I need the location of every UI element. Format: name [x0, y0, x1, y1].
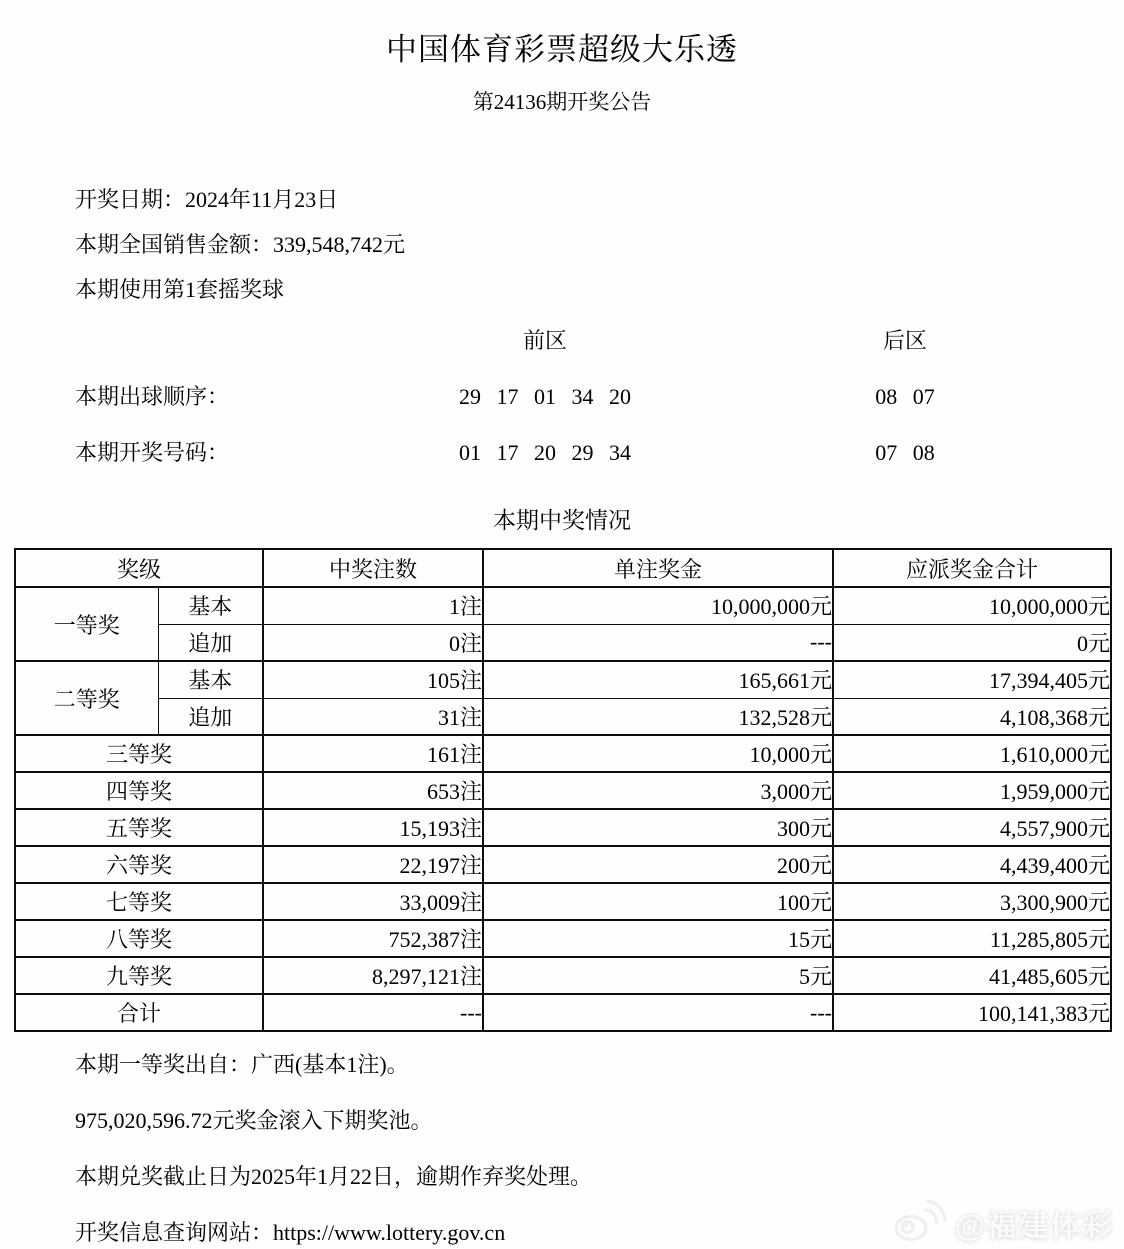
- cell-level: 六等奖: [15, 846, 263, 883]
- cell-total: 1,610,000元: [833, 735, 1111, 772]
- footer-notes: [75, 1053, 1124, 1245]
- draw-date-label: 开奖日期：: [75, 187, 186, 212]
- cell-count: 22,197注: [263, 846, 483, 883]
- cell-total: 0元: [833, 624, 1111, 661]
- winning-numbers-section: [0, 329, 1124, 465]
- cell-count: 105注: [263, 661, 483, 698]
- cell-count: ---: [263, 994, 483, 1031]
- cell-count: 1注: [263, 587, 483, 624]
- cell-level: 一等奖: [15, 587, 158, 661]
- table-row: [15, 846, 1111, 883]
- ball-set-line: 本期使用第1套摇奖球: [75, 277, 285, 302]
- cell-count: 15,193注: [263, 809, 483, 846]
- table-header-row: [15, 549, 1111, 587]
- winning-numbers-label: 本期开奖号码：: [75, 440, 230, 465]
- cell-prize: ---: [483, 994, 833, 1031]
- cell-prize: 5元: [483, 957, 833, 994]
- page-title: 中国体育彩票超级大乐透: [386, 32, 738, 67]
- cell-total: 4,439,400元: [833, 846, 1111, 883]
- lottery-website-note: 开奖信息查询网站：https://www.lottery.gov.cn: [75, 1220, 506, 1245]
- cell-level: 九等奖: [15, 957, 263, 994]
- cell-prize: 10,000元: [483, 735, 833, 772]
- table-row-total: [15, 994, 1111, 1031]
- cell-prize: 3,000元: [483, 772, 833, 809]
- winning-back-numbers: 07 08: [875, 440, 935, 465]
- draw-order-back-numbers: 08 07: [875, 384, 935, 409]
- table-row: [15, 698, 1111, 735]
- header-prize-per-bet: 单注奖金: [483, 549, 833, 587]
- cell-count: 0注: [263, 624, 483, 661]
- table-row: [15, 920, 1111, 957]
- cell-prize: 200元: [483, 846, 833, 883]
- draw-info-block: [75, 188, 1124, 302]
- cell-prize: 100元: [483, 883, 833, 920]
- cell-sub: 追加: [158, 698, 263, 735]
- cell-total: 4,108,368元: [833, 698, 1111, 735]
- cell-level: 合计: [15, 994, 263, 1031]
- cell-sub: 追加: [158, 624, 263, 661]
- sales-value: 339,548,742元: [273, 232, 406, 257]
- table-row: [15, 661, 1111, 698]
- cell-level: 三等奖: [15, 735, 263, 772]
- cell-count: 31注: [263, 698, 483, 735]
- page-subtitle: 第24136期开奖公告: [472, 90, 652, 114]
- header-winning-bets: 中奖注数: [263, 549, 483, 587]
- cell-sub: 基本: [158, 661, 263, 698]
- back-zone-header: 后区: [882, 328, 927, 353]
- cell-level: 二等奖: [15, 661, 158, 735]
- prize-table-title: 本期中奖情况: [493, 508, 631, 533]
- draw-date-value: 2024年11月23日: [185, 187, 339, 212]
- sales-line: [75, 233, 1124, 257]
- cell-level: 八等奖: [15, 920, 263, 957]
- cell-prize: 132,528元: [483, 698, 833, 735]
- cell-count: 752,387注: [263, 920, 483, 957]
- cell-prize: ---: [483, 624, 833, 661]
- cell-total: 41,485,605元: [833, 957, 1111, 994]
- claim-deadline-note: 本期兑奖截止日为2025年1月22日，逾期作弃奖处理。: [75, 1164, 593, 1189]
- cell-level: 七等奖: [15, 883, 263, 920]
- draw-order-label: 本期出球顺序：: [75, 384, 230, 409]
- header-prize-level: 奖级: [15, 549, 263, 587]
- cell-level: 四等奖: [15, 772, 263, 809]
- cell-total: 1,959,000元: [833, 772, 1111, 809]
- draw-date-line: [75, 188, 1124, 212]
- cell-total: 3,300,900元: [833, 883, 1111, 920]
- cell-total: 100,141,383元: [833, 994, 1111, 1031]
- prize-table: [14, 548, 1112, 1032]
- cell-count: 161注: [263, 735, 483, 772]
- winning-front-numbers: 01 17 20 29 34: [459, 440, 631, 465]
- table-row: [15, 957, 1111, 994]
- cell-total: 17,394,405元: [833, 661, 1111, 698]
- table-row: [15, 735, 1111, 772]
- cell-prize: 10,000,000元: [483, 587, 833, 624]
- table-row: [15, 809, 1111, 846]
- cell-prize: 300元: [483, 809, 833, 846]
- table-row: [15, 587, 1111, 624]
- cell-count: 653注: [263, 772, 483, 809]
- table-row: [15, 624, 1111, 661]
- cell-prize: 15元: [483, 920, 833, 957]
- cell-total: 11,285,805元: [833, 920, 1111, 957]
- cell-level: 五等奖: [15, 809, 263, 846]
- table-row: [15, 883, 1111, 920]
- cell-total: 4,557,900元: [833, 809, 1111, 846]
- first-prize-origin-note: 本期一等奖出自：广西(基本1注)。: [75, 1052, 409, 1077]
- cell-count: 8,297,121注: [263, 957, 483, 994]
- cell-prize: 165,661元: [483, 661, 833, 698]
- cell-total: 10,000,000元: [833, 587, 1111, 624]
- header-total-payout: 应派奖金合计: [833, 549, 1111, 587]
- cell-sub: 基本: [158, 587, 263, 624]
- jackpot-rollover-note: 975,020,596.72元奖金滚入下期奖池。: [75, 1108, 433, 1133]
- cell-count: 33,009注: [263, 883, 483, 920]
- table-row: [15, 772, 1111, 809]
- watermark-text: @福建体彩: [954, 1208, 1114, 1243]
- sales-label: 本期全国销售金额：: [75, 232, 274, 257]
- draw-order-front-numbers: 29 17 01 34 20: [459, 384, 631, 409]
- front-zone-header: 前区: [522, 328, 567, 353]
